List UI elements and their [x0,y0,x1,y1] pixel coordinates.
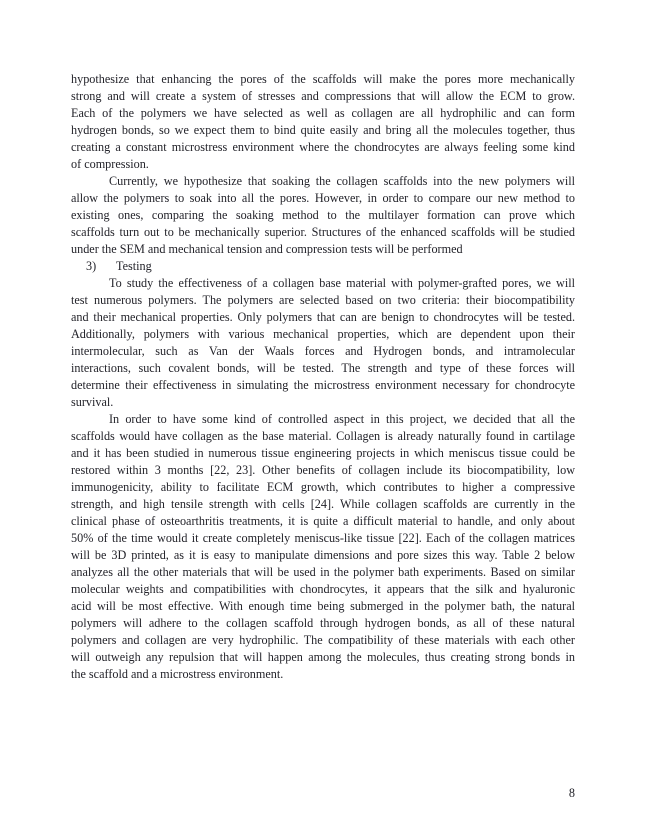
text-line: survival. [71,395,114,409]
text-line: To study the effectiveness of a collagen base material with polymer-grafted pores, we will [109,276,575,290]
text-line: allow the polymers to soak into all the pores. However, in order to compare our new method to [71,191,575,205]
text-line: clinical phase of osteoarthritis treatments, it is quite a difficult material to handle, and only about [71,514,575,528]
paragraph [71,411,575,683]
text-line: scaffolds turn out to be mechanically superior. Structures of the enhanced scaffolds will be studied [71,225,575,239]
text-line: 50% of the time would it create completely meniscus-like tissue [22]. Each of the collagen matrices [71,531,575,545]
numbered-list-item [71,258,575,275]
text-line: the scaffold and a microstress environment. [71,667,284,681]
text-line: scaffolds would have collagen as the base material. Collagen is already naturally found in cartilage [71,429,575,443]
text-line: test numerous polymers. The polymers are selected based on two criteria: their biocompatibility [71,293,575,307]
list-item-number: 3) [86,259,97,273]
text-line: polymers will adhere to the collagen scaffold through hydrogen bonds, as all of these natural [71,616,575,630]
text-line: Each of the polymers we have selected as well as collagen are all hydrophilic and can form [71,106,575,120]
text-line: and their mechanical properties. Only polymers that can are benign to chondrocytes will be tested. [71,310,575,324]
text-line: immunogenicity, ability to facilitate ECM growth, which contributes to higher a compressive [71,480,575,494]
list-item-label: Testing [116,259,152,273]
text-line: determine their effectiveness in simulating the microstress environment necessary for chondrocyte [71,378,575,392]
text-line: intermolecular, such as Van der Waals forces and Hydrogen bonds, and intramolecular [71,344,575,358]
text-line: interactions, such covalent bonds, will be tested. The strength and type of these forces will [71,361,575,375]
text-line: analyzes all the other materials that will be used in the polymer bath experiments. Based on similar [71,565,575,579]
text-line: molecular weights and compatibilities with chondrocytes, it appears that the silk and hyaluronic [71,582,575,596]
text-line: and it has been studied in numerous tissue engineering projects in which meniscus tissue could be [71,446,575,460]
paragraph [71,71,575,173]
text-line: Additionally, polymers with various mechanical properties, which are dependent upon their [71,327,575,341]
text-line: existing ones, comparing the soaking method to the multilayer formation can prove which [71,208,575,222]
page-body-text [71,71,575,683]
text-line: acid will be most effective. With enough time being submerged in the polymer bath, the natural [71,599,575,613]
text-line: creating a constant microstress environment where the chondrocytes are always feeling some kind [71,140,575,154]
text-line: restored within 3 months [22, 23]. Other benefits of collagen include its biocompatibility, low [71,463,575,477]
text-line: hydrogen bonds, so we expect them to bind quite easily and bring all the molecules together, thus [71,123,575,137]
text-line: In order to have some kind of controlled aspect in this project, we decided that all the [109,412,575,426]
text-line: will outweigh any repulsion that will happen among the molecules, thus creating strong bonds in [71,650,575,664]
text-line: strength, and high tensile strength with cells [24]. While collagen scaffolds are currently in the [71,497,575,511]
text-line: hypothesize that enhancing the pores of the scaffolds will make the pores more mechanically [71,72,575,86]
paragraph [71,173,575,258]
text-line: strong and will create a system of stresses and compressions that will allow the ECM to grow. [71,89,575,103]
text-line: polymers and collagen are very hydrophilic. The compatibility of these materials with each other [71,633,575,647]
text-line: of compression. [71,157,149,171]
paragraph [71,275,575,411]
text-line: under the SEM and mechanical tension and compression tests will be performed [71,242,463,256]
text-line: Currently, we hypothesize that soaking the collagen scaffolds into the new polymers will [109,174,575,188]
text-line: will be 3D printed, as it is easy to manipulate dimensions and pore sizes this way. Table 2 below [71,548,575,562]
page-number: 8 [568,786,575,800]
